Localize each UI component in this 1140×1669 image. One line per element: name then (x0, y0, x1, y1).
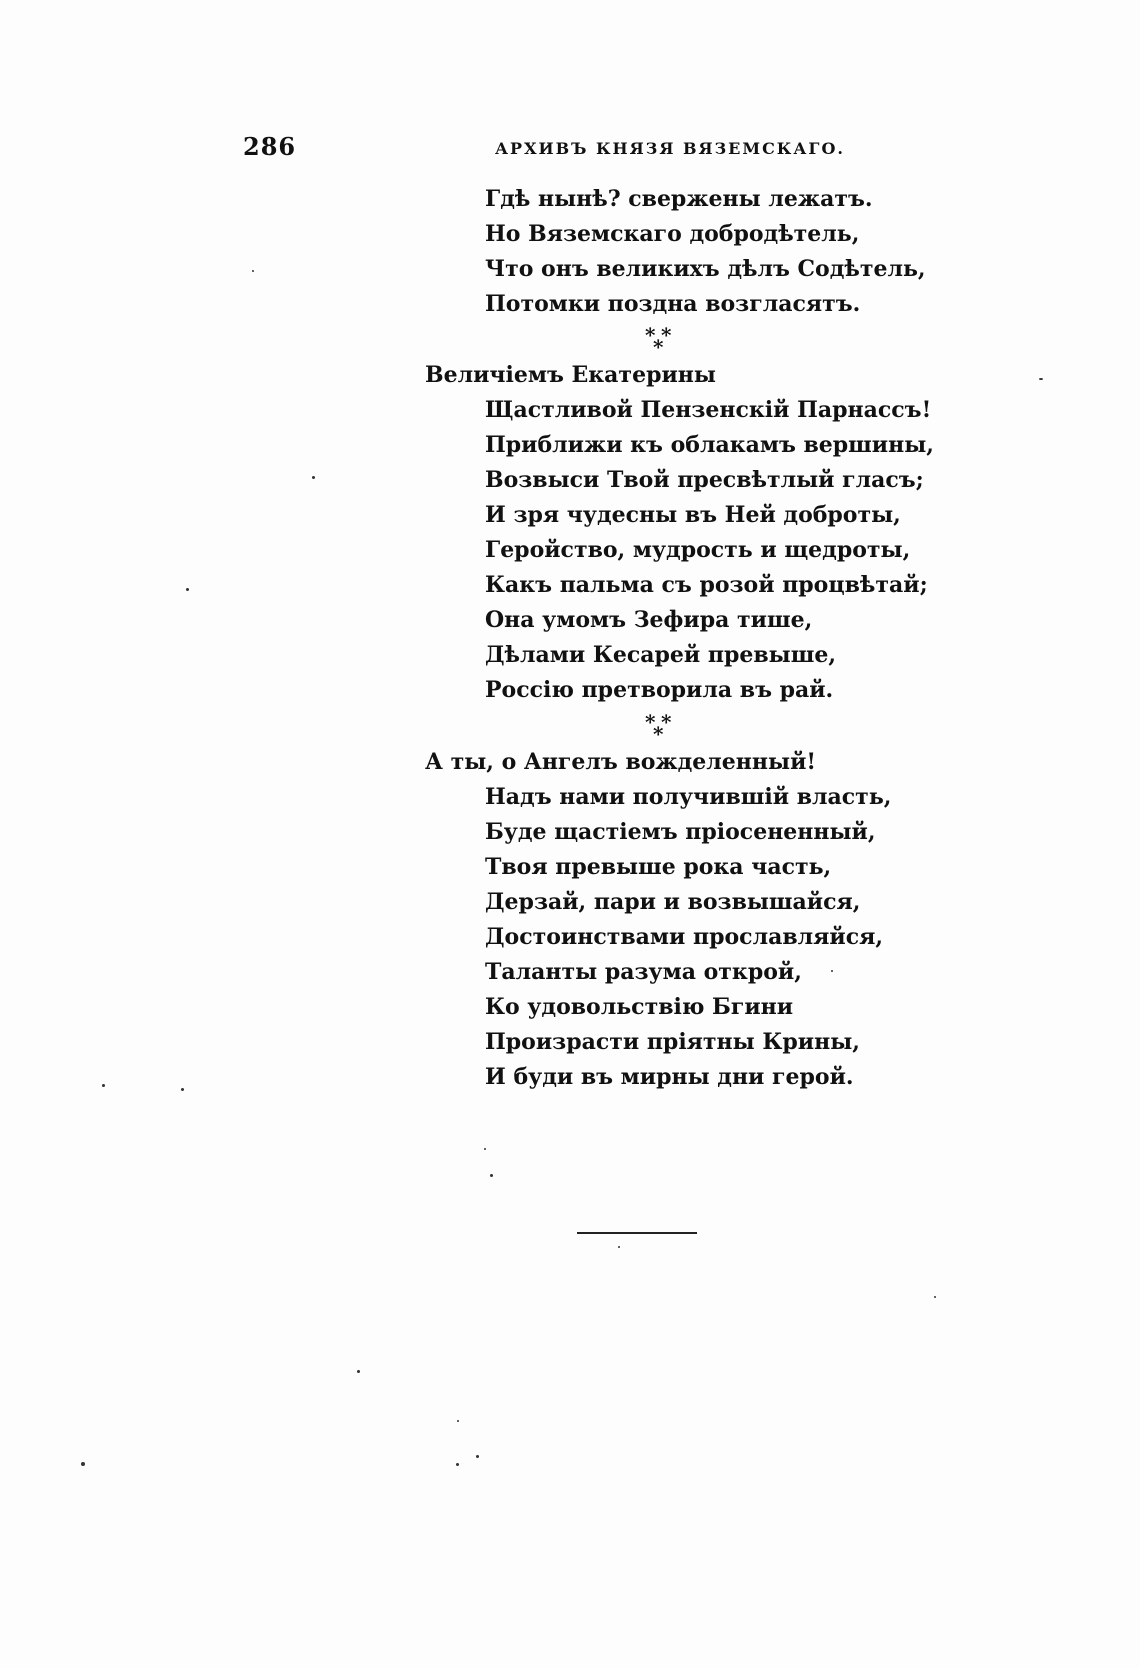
verse-line: Она умомъ Зефира тише, (485, 607, 813, 633)
scan-speck (456, 1463, 459, 1466)
verse-line: Дерзай, пари и возвышайся, (485, 889, 861, 915)
scan-speck (357, 1370, 360, 1373)
asterism-star: * (661, 710, 672, 734)
verse-line: Россію претворила въ рай. (485, 677, 834, 703)
scan-speck (490, 1174, 493, 1177)
verse-line: Геройство, мудрость и щедроты, (485, 537, 911, 563)
verse-line: И буди въ мирны дни герой. (485, 1064, 854, 1090)
scan-speck (181, 1088, 184, 1091)
asterism-divider (645, 323, 679, 359)
scan-speck (934, 1296, 936, 1298)
page-number: 286 (243, 132, 297, 161)
scan-speck (476, 1455, 479, 1458)
verse-line: Потомки поздна возгласятъ. (485, 291, 861, 317)
scan-speck (1039, 378, 1043, 380)
verse-line: Твоя превыше рока часть, (485, 854, 832, 880)
verse-line: Но Вяземскаго добродѣтель, (485, 221, 860, 247)
verse-line: Дѣлами Кесарей превыше, (485, 642, 837, 668)
verse-line: Надъ нами получившій власть, (485, 784, 892, 810)
scan-speck (831, 970, 833, 972)
asterism-star: * (661, 323, 672, 347)
asterism-star: * (653, 335, 664, 359)
verse-line: Что онъ великихъ дѣлъ Содѣтель, (485, 256, 926, 282)
asterism-star: * (645, 323, 656, 347)
asterism-star: * (645, 710, 656, 734)
verse-line: Приближи къ облакамъ вершины, (485, 432, 934, 458)
scan-speck (312, 476, 315, 479)
running-head: АРХИВЪ КНЯЗЯ ВЯЗЕМСКАГО. (495, 139, 845, 158)
verse-line: Достоинствами прославляйся, (485, 924, 884, 950)
verse-line: Гдѣ нынѣ? свержены лежатъ. (485, 186, 873, 212)
scan-speck (252, 270, 254, 272)
verse-line: Щастливой Пензенскій Парнассъ! (485, 397, 932, 423)
verse-line: Ко удовольствію Бгини (485, 994, 794, 1020)
verse-line: И зря чудесны въ Ней доброты, (485, 502, 901, 528)
scan-speck (618, 1246, 620, 1248)
verse-line: Произрасти пріятны Крины, (485, 1029, 860, 1055)
verse-line: Величіемъ Екатерины (425, 362, 716, 388)
scan-speck (484, 1148, 486, 1150)
asterism-star: * (653, 722, 664, 746)
verse-line: А ты, о Ангелъ вожделенный! (425, 749, 817, 775)
scan-speck (457, 1420, 459, 1422)
verse-line: Какъ пальма съ розой процвѣтай; (485, 572, 928, 598)
scan-speck (81, 1462, 85, 1466)
verse-line: Возвыси Твой пресвѣтлый гласъ; (485, 467, 924, 493)
verse-line: Буде щастіемъ пріосененный, (485, 819, 876, 845)
scan-speck (186, 588, 189, 591)
end-rule (577, 1232, 697, 1234)
verse-line: Таланты разума открой, (485, 959, 802, 985)
asterism-divider (645, 710, 679, 746)
scan-speck (102, 1084, 105, 1087)
